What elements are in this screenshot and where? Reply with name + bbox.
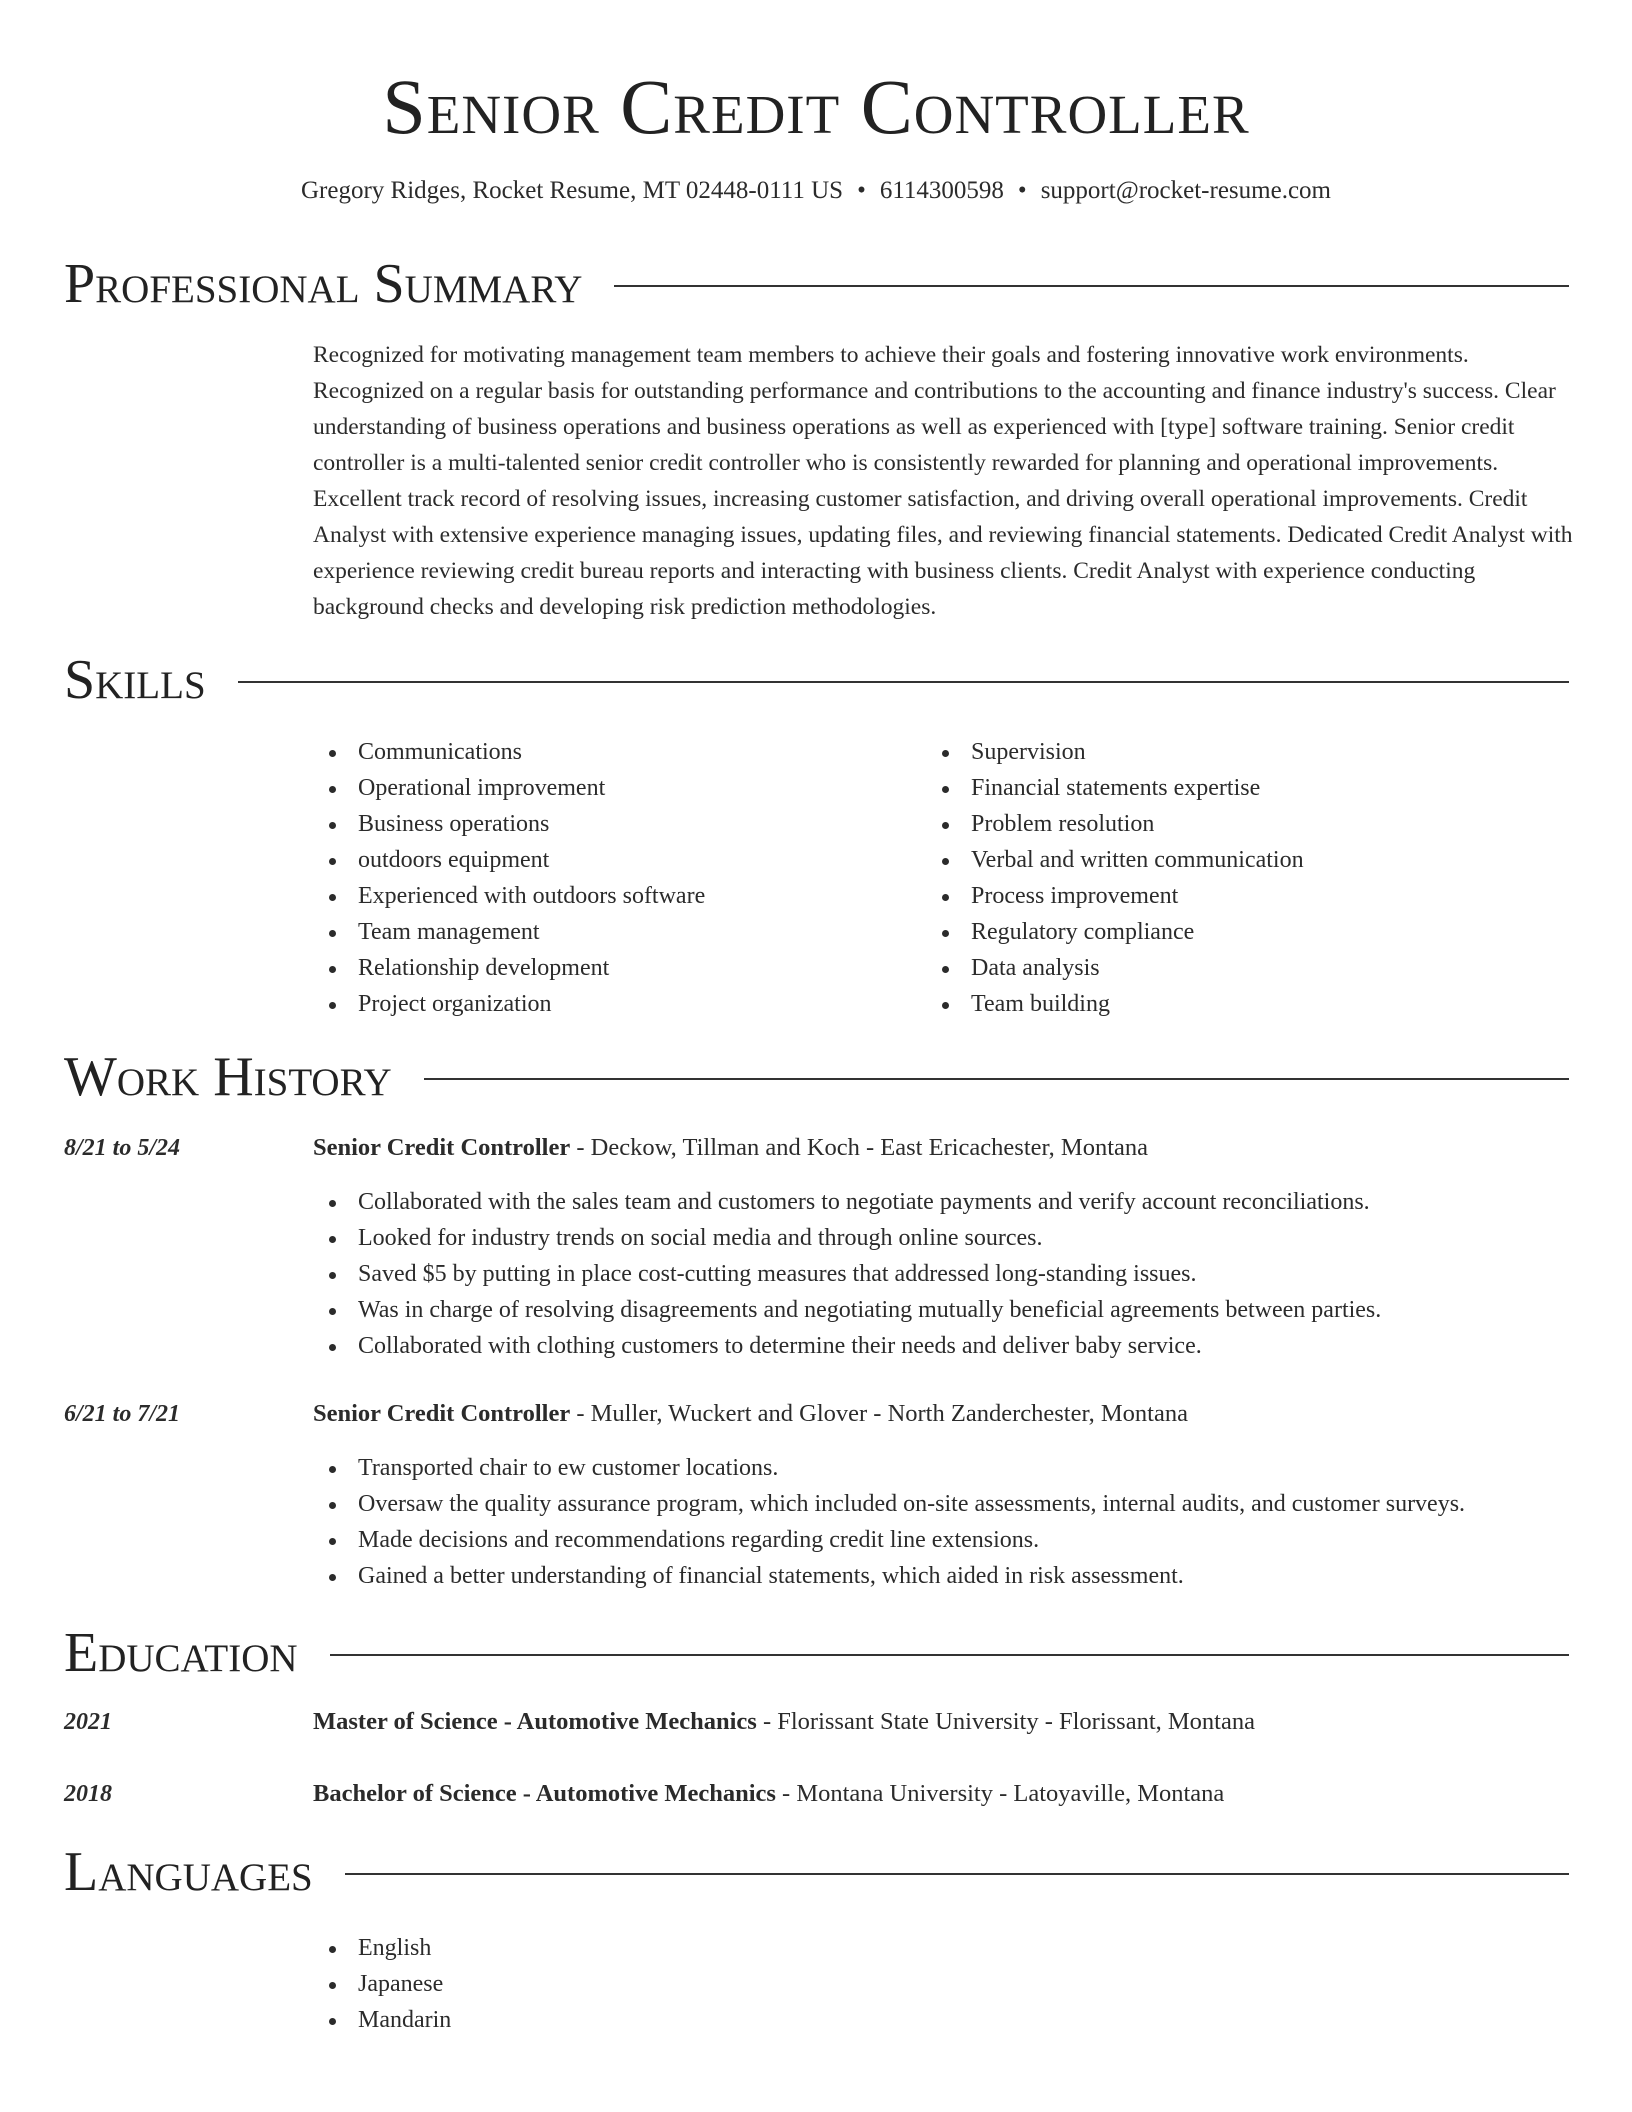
section-title-work: Work History — [64, 1046, 392, 1108]
job-title-line — [313, 1396, 1188, 1432]
job-bullet: Collaborated with the sales team and customers to negotiate payments and verify account reconciliations. — [313, 1184, 1381, 1220]
job-dates: 6/21 to 7/21 — [64, 1401, 181, 1427]
skill-item: Business operations — [313, 806, 705, 842]
job-details: - Muller, Wuckert and Glover - North Zanderchester, Montana — [570, 1400, 1188, 1427]
contact-phone: 6114300598 — [879, 177, 1004, 204]
section-divider — [238, 681, 1569, 683]
education-line — [313, 1704, 1255, 1740]
job-bullet: Was in charge of resolving disagreements and negotiating mutually beneficial agreements between parties. — [313, 1292, 1381, 1328]
contact-address: Gregory Ridges, Rocket Resume, MT 02448-0111 US — [301, 177, 844, 204]
education-year: 2018 — [64, 1781, 112, 1807]
contact-email[interactable]: support@rocket-resume.com — [1040, 177, 1331, 204]
job-bullet: Made decisions and recommendations regarding credit line extensions. — [313, 1522, 1465, 1558]
section-divider — [345, 1873, 1569, 1875]
section-title-education: Education — [64, 1622, 298, 1684]
job-bullet: Saved $5 by putting in place cost-cutting measures that addressed long-standing issues. — [313, 1256, 1381, 1292]
language-item: English — [313, 1930, 451, 1966]
contact-line — [0, 174, 1632, 208]
section-divider — [330, 1654, 1569, 1656]
resume-name: Senior Credit Controller — [382, 63, 1250, 150]
education-degree: Master of Science - Automotive Mechanics — [313, 1708, 757, 1735]
skill-item: Team building — [926, 986, 1304, 1022]
summary-section-header — [64, 252, 1569, 316]
skill-item: Problem resolution — [926, 806, 1304, 842]
skill-item: Data analysis — [926, 950, 1304, 986]
job-role: Senior Credit Controller — [313, 1400, 571, 1427]
skill-item: Experienced with outdoors software — [313, 878, 705, 914]
language-item: Mandarin — [313, 2002, 451, 2038]
skill-item: Communications — [313, 734, 705, 770]
education-year: 2021 — [64, 1709, 112, 1735]
skill-item: Operational improvement — [313, 770, 705, 806]
work-section-header — [64, 1045, 1569, 1109]
languages-section-header — [64, 1840, 1569, 1904]
section-title-skills: Skills — [64, 649, 206, 711]
job-dates: 8/21 to 5/24 — [64, 1135, 181, 1161]
education-details: - Florissant State University - Florissant, Montana — [756, 1708, 1255, 1735]
skill-item: Relationship development — [313, 950, 705, 986]
summary-text — [313, 337, 1573, 625]
skill-item: Regulatory compliance — [926, 914, 1304, 950]
language-item: Japanese — [313, 1966, 451, 2002]
skills-section-header — [64, 648, 1569, 712]
section-title-languages: Languages — [64, 1841, 313, 1903]
skill-item: Project organization — [313, 986, 705, 1022]
job-bullets — [313, 1450, 1465, 1594]
job-details: - Deckow, Tillman and Koch - East Ericachester, Montana — [570, 1134, 1149, 1161]
job-bullet: Oversaw the quality assurance program, which included on-site assessments, internal audits, and customer surveys. — [313, 1486, 1465, 1522]
job-role: Senior Credit Controller — [313, 1134, 571, 1161]
education-degree: Bachelor of Science - Automotive Mechanics — [313, 1780, 776, 1807]
job-bullet: Transported chair to ew customer locations. — [313, 1450, 1465, 1486]
section-title-summary: Professional Summary — [64, 253, 583, 315]
skill-item: Financial statements expertise — [926, 770, 1304, 806]
job-bullet: Looked for industry trends on social media and through online sources. — [313, 1220, 1381, 1256]
job-title-line — [313, 1130, 1148, 1166]
skills-column-left — [313, 734, 705, 1022]
skill-item: Supervision — [926, 734, 1304, 770]
education-line — [313, 1776, 1224, 1812]
skill-item: Verbal and written communication — [926, 842, 1304, 878]
job-bullet: Gained a better understanding of financial statements, which aided in risk assessment. — [313, 1558, 1465, 1594]
education-details: - Montana University - Latoyaville, Montana — [775, 1780, 1225, 1807]
education-section-header — [64, 1621, 1569, 1685]
skill-item: Team management — [313, 914, 705, 950]
languages-list — [313, 1930, 451, 2038]
skill-item: outdoors equipment — [313, 842, 705, 878]
skills-column-right — [926, 734, 1304, 1022]
job-bullet: Collaborated with clothing customers to determine their needs and deliver baby service. — [313, 1328, 1381, 1364]
skill-item: Process improvement — [926, 878, 1304, 914]
section-divider — [424, 1078, 1569, 1080]
summary-paragraph: Recognized for motivating management team members to achieve their goals and fostering innovative work environments. Recognized on a regular basis for outstanding performance and contributions to the accounting and finance industry's success. Clear understanding of business operations and business operations as well as experienced with [type] software training. Senior credit controller is a multi-talented senior credit controller who is consistently rewarded for planning and operational improvements. Excellent track record of resolving issues, increasing customer satisfaction, and driving overall operational improvements. Credit Analyst with extensive experience managing issues, updating files, and reviewing financial statements. Dedicated Credit Analyst with experience reviewing credit bureau reports and interacting with business clients. Credit Analyst with experience conducting background checks and developing risk prediction methodologies. — [313, 342, 1573, 620]
section-divider — [614, 285, 1569, 287]
contact-separator: • — [1017, 177, 1027, 204]
contact-separator: • — [857, 177, 866, 204]
job-bullets — [313, 1184, 1381, 1364]
